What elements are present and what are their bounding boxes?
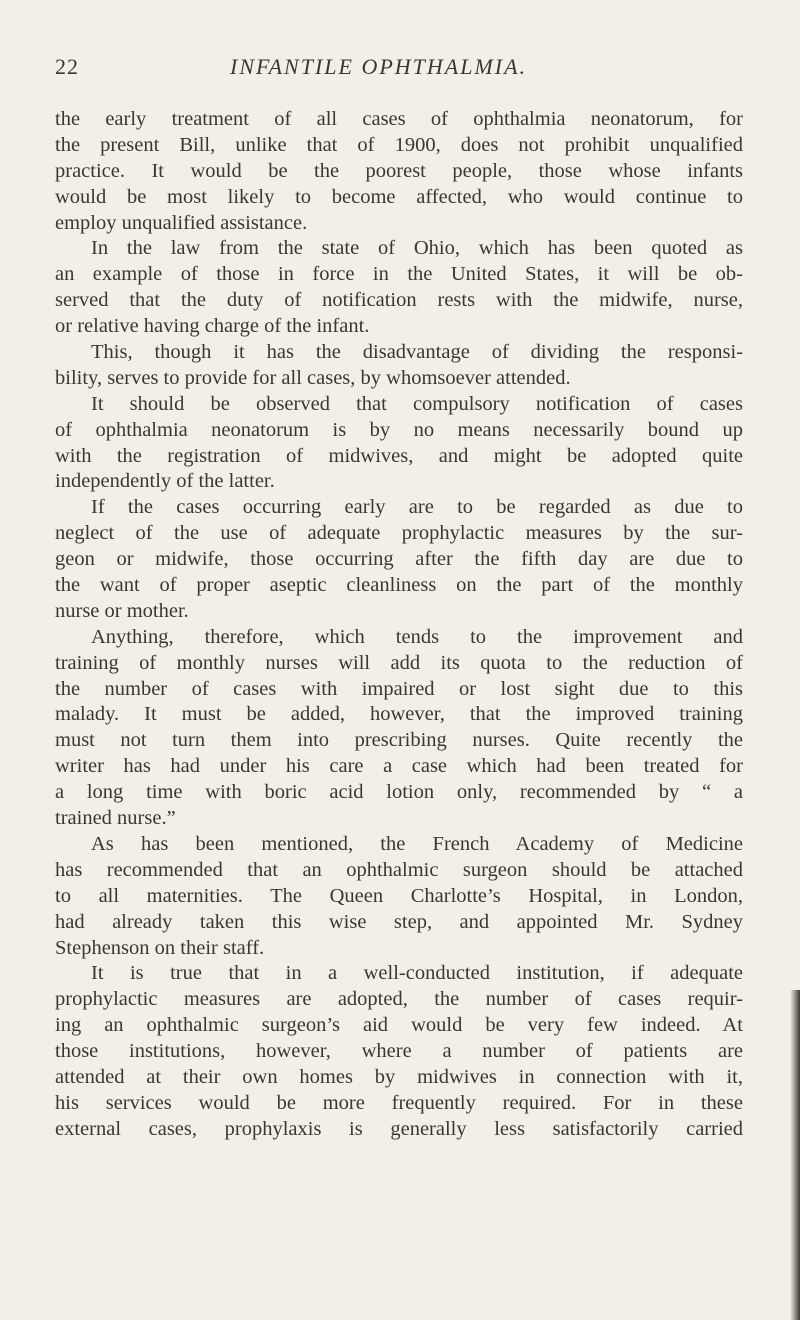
text-line: the number of cases with impaired or lost sight due to this: [55, 677, 743, 700]
text-line: If the cases occurring early are to be regarded as due to: [91, 496, 743, 519]
text-line: practice. It would be the poorest people, those whose infants: [55, 159, 743, 182]
page-number: 22: [55, 54, 79, 79]
text-line: of ophthalmia neonatorum is by no means necessarily bound up: [55, 418, 743, 441]
text-line: prophylactic measures are adopted, the number of cases requir-: [55, 988, 743, 1011]
text-line: Stephenson on their staff.: [55, 936, 265, 959]
text-line: geon or midwife, those occurring after the fifth day are due to: [55, 548, 743, 571]
text-line: must not turn them into prescribing nurses. Quite recently the: [55, 729, 743, 752]
text-line: neglect of the use of adequate prophylactic measures by the sur-: [55, 522, 743, 545]
text-line: the early treatment of all cases of ophthalmia neonatorum, for: [55, 108, 743, 130]
text-line: writer has had under his care a case which had been treated for: [55, 755, 743, 778]
text-line: an example of those in force in the United States, it will be ob-: [55, 263, 743, 286]
text-line: ing an ophthalmic surgeon’s aid would be very few indeed. At: [55, 1014, 743, 1037]
text-line: the present Bill, unlike that of 1900, does not prohibit unqualified: [55, 133, 743, 156]
text-line: nurse or mother.: [55, 599, 189, 622]
text-line: external cases, prophylaxis is generally less satisfactorily carried: [55, 1117, 743, 1140]
text-line: a long time with boric acid lotion only, recommended by “ a: [55, 781, 743, 804]
text-line: bility, serves to provide for all cases, by whomsoever attended.: [55, 366, 571, 389]
text-line: the want of proper aseptic cleanliness on the part of the monthly: [55, 574, 743, 597]
text-line: independently of the latter.: [55, 470, 275, 493]
text-line: trained nurse.”: [55, 807, 176, 830]
text-line: or relative having charge of the infant.: [55, 315, 370, 338]
text-line: has recommended that an ophthalmic surgeon should be attached: [55, 858, 743, 881]
text-line: to all maternities. The Queen Charlotte’s Hospital, in London,: [55, 884, 743, 907]
text-line: attended at their own homes by midwives in connection with it,: [55, 1065, 743, 1088]
text-line: It should be observed that compulsory notification of cases: [91, 392, 743, 415]
text-line: served that the duty of notification rests with the midwife, nurse,: [55, 289, 743, 312]
page-header: [0, 50, 800, 90]
text-line: employ unqualified assistance.: [55, 211, 308, 234]
text-line: his services would be more frequently required. For in these: [55, 1091, 743, 1114]
text-line: had already taken this wise step, and appointed Mr. Sydney: [55, 910, 743, 933]
text-line: Anything, therefore, which tends to the improvement and: [91, 625, 743, 648]
text-line: those institutions, however, where a number of patients are: [55, 1040, 743, 1063]
page-edge-shadow: [790, 990, 800, 1320]
text-line: training of monthly nurses will add its quota to the reduction of: [55, 651, 743, 674]
text-line: malady. It must be added, however, that the improved training: [55, 703, 743, 726]
body-text: [55, 107, 743, 1143]
text-line: with the registration of midwives, and might be adopted quite: [55, 444, 743, 467]
text-line: This, though it has the disadvantage of dividing the responsi-: [91, 341, 743, 364]
text-line: would be most likely to become affected, who would continue to: [55, 185, 743, 208]
text-line: It is true that in a well-conducted institution, if adequate: [91, 962, 743, 985]
text-line: In the law from the state of Ohio, which has been quoted as: [91, 237, 743, 260]
running-title: INFANTILE OPHTHALMIA.: [230, 54, 528, 79]
text-line: As has been mentioned, the French Academy of Medicine: [91, 832, 743, 855]
